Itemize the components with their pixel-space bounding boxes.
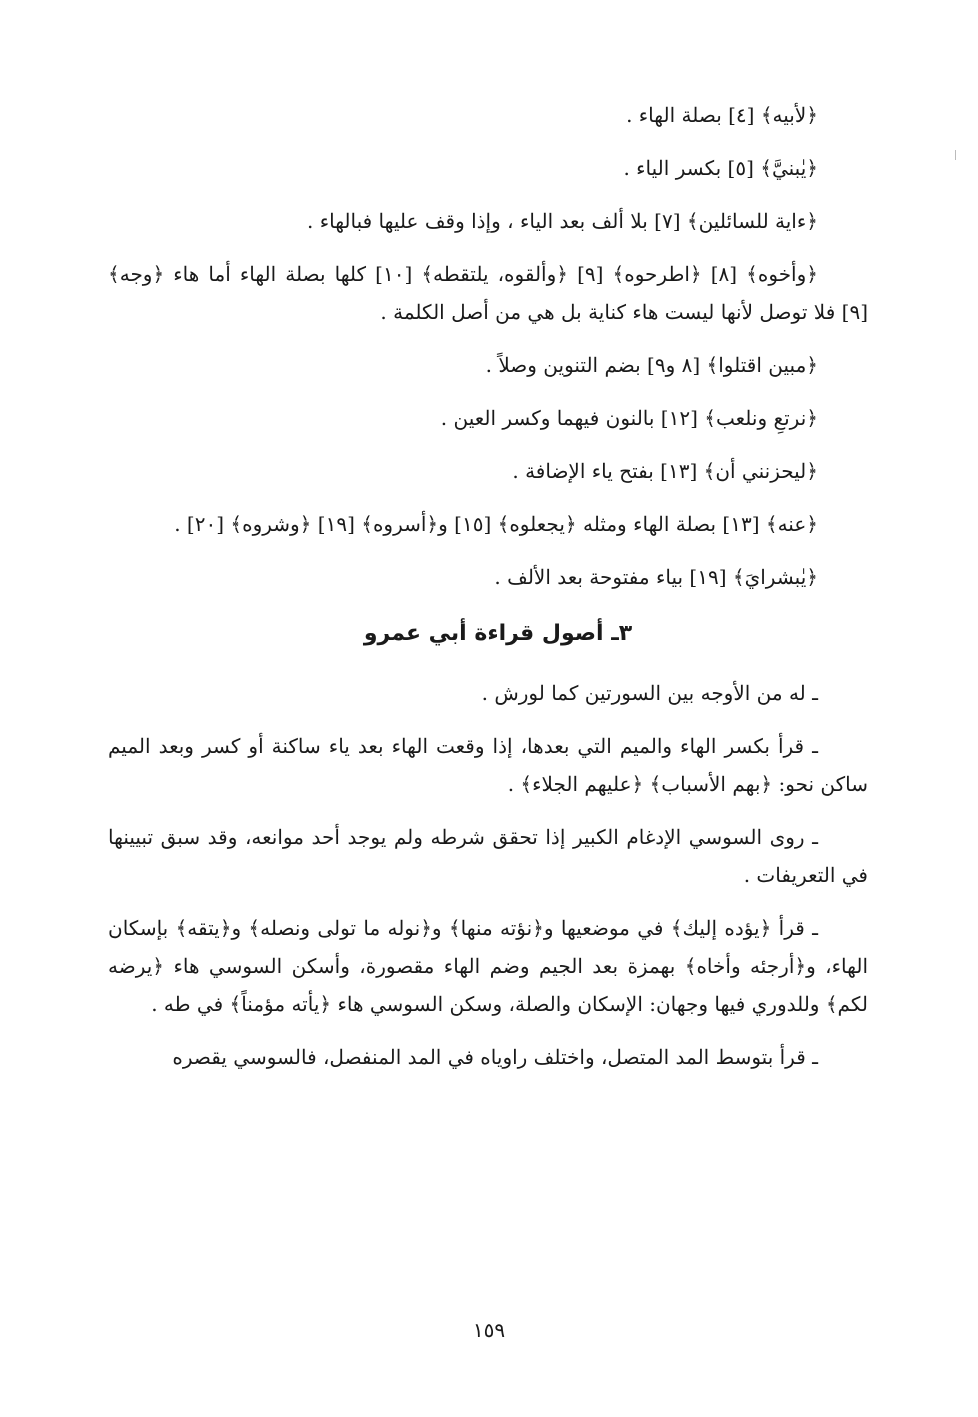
paragraph: ﴿يٰبشرايَ﴾ [١٩] بياء مفتوحة بعد الألف .: [494, 565, 818, 589]
paragraph: ﴿مبين اقتلوا﴾ [٨ و٩] بضم التنوين وصلاً .: [485, 353, 818, 377]
margin-mark: [955, 150, 956, 160]
paragraph: ـ قرأ بكسر الهاء والميم التي بعدها، إذا وقعت الهاء بعد ياء ساكنة أو كسر وبعد الميم ساكن نحو: ﴿بهم الأسباب﴾ ﴿عليهم الجلاء﴾ .: [108, 734, 868, 796]
paragraph: ﴿يٰبنيَّ﴾ [٥] بكسر الياء .: [623, 156, 818, 180]
paragraph: ـ قرأ ﴿يؤده إليك﴾ في موضعيها و﴿نؤته منها﴾ و﴿نوله ما تولى ونصله﴾ و﴿يتقه﴾ بإسكان الهاء، و﴿أرجئه وأخاه﴾ بهمزة بعد الجيم وضم الهاء مقصورة، وأسكن السوسي هاء ﴿يرضه لكم﴾ وللدوري فيها وجهان: الإسكان والصلة، وسكن السوسي هاء ﴿يأته مؤمناً﴾ في طه .: [108, 916, 868, 1016]
paragraph: ﴿لأبيه﴾ [٤] بصلة الهاء .: [626, 103, 818, 127]
page-body: [108, 96, 868, 1091]
page-number: ١٥٩: [472, 1318, 506, 1342]
paragraph: ـ له من الأوجه بين السورتين كما لورش .: [481, 681, 818, 705]
paragraph: ﴿ليحزنني أن﴾ [١٣] بفتح ياء الإضافة .: [512, 459, 818, 483]
paragraph: ـ روى السوسي الإدغام الكبير إذا تحقق شرطه ولم يوجد أحد موانعه، وقد سبق تبيينها في التعريفات .: [108, 825, 868, 887]
paragraph: ـ قرأ بتوسط المد المتصل، واختلف راوياه في المد المنفصل، فالسوسي يقصره: [172, 1045, 818, 1069]
paragraph: ﴿عنه﴾ [١٣] بصلة الهاء ومثله ﴿يجعلوه﴾ [١٥] و﴿أسروه﴾ [١٩] ﴿وشروه﴾ [٢٠] .: [174, 512, 818, 536]
paragraph: ﴿ءاية للسائلين﴾ [٧] بلا ألف بعد الياء ، وإذا وقف عليها فبالهاء .: [306, 209, 818, 233]
section-heading: ٣ـ أصول قراءة أبي عمرو: [363, 621, 633, 646]
paragraph: ﴿نرتعِ ونلعب﴾ [١٢] بالنون فيهما وكسر العين .: [440, 406, 818, 430]
paragraph: ﴿وأخوه﴾ [٨] ﴿اطرحوه﴾ [٩] ﴿وألقوه، يلتقطه﴾ [١٠] كلها بصلة الهاء أما هاء ﴿وجه﴾ [٩] فلا توصل لأنها ليست هاء كناية بل هي من أصل الكلمة .: [108, 262, 868, 324]
